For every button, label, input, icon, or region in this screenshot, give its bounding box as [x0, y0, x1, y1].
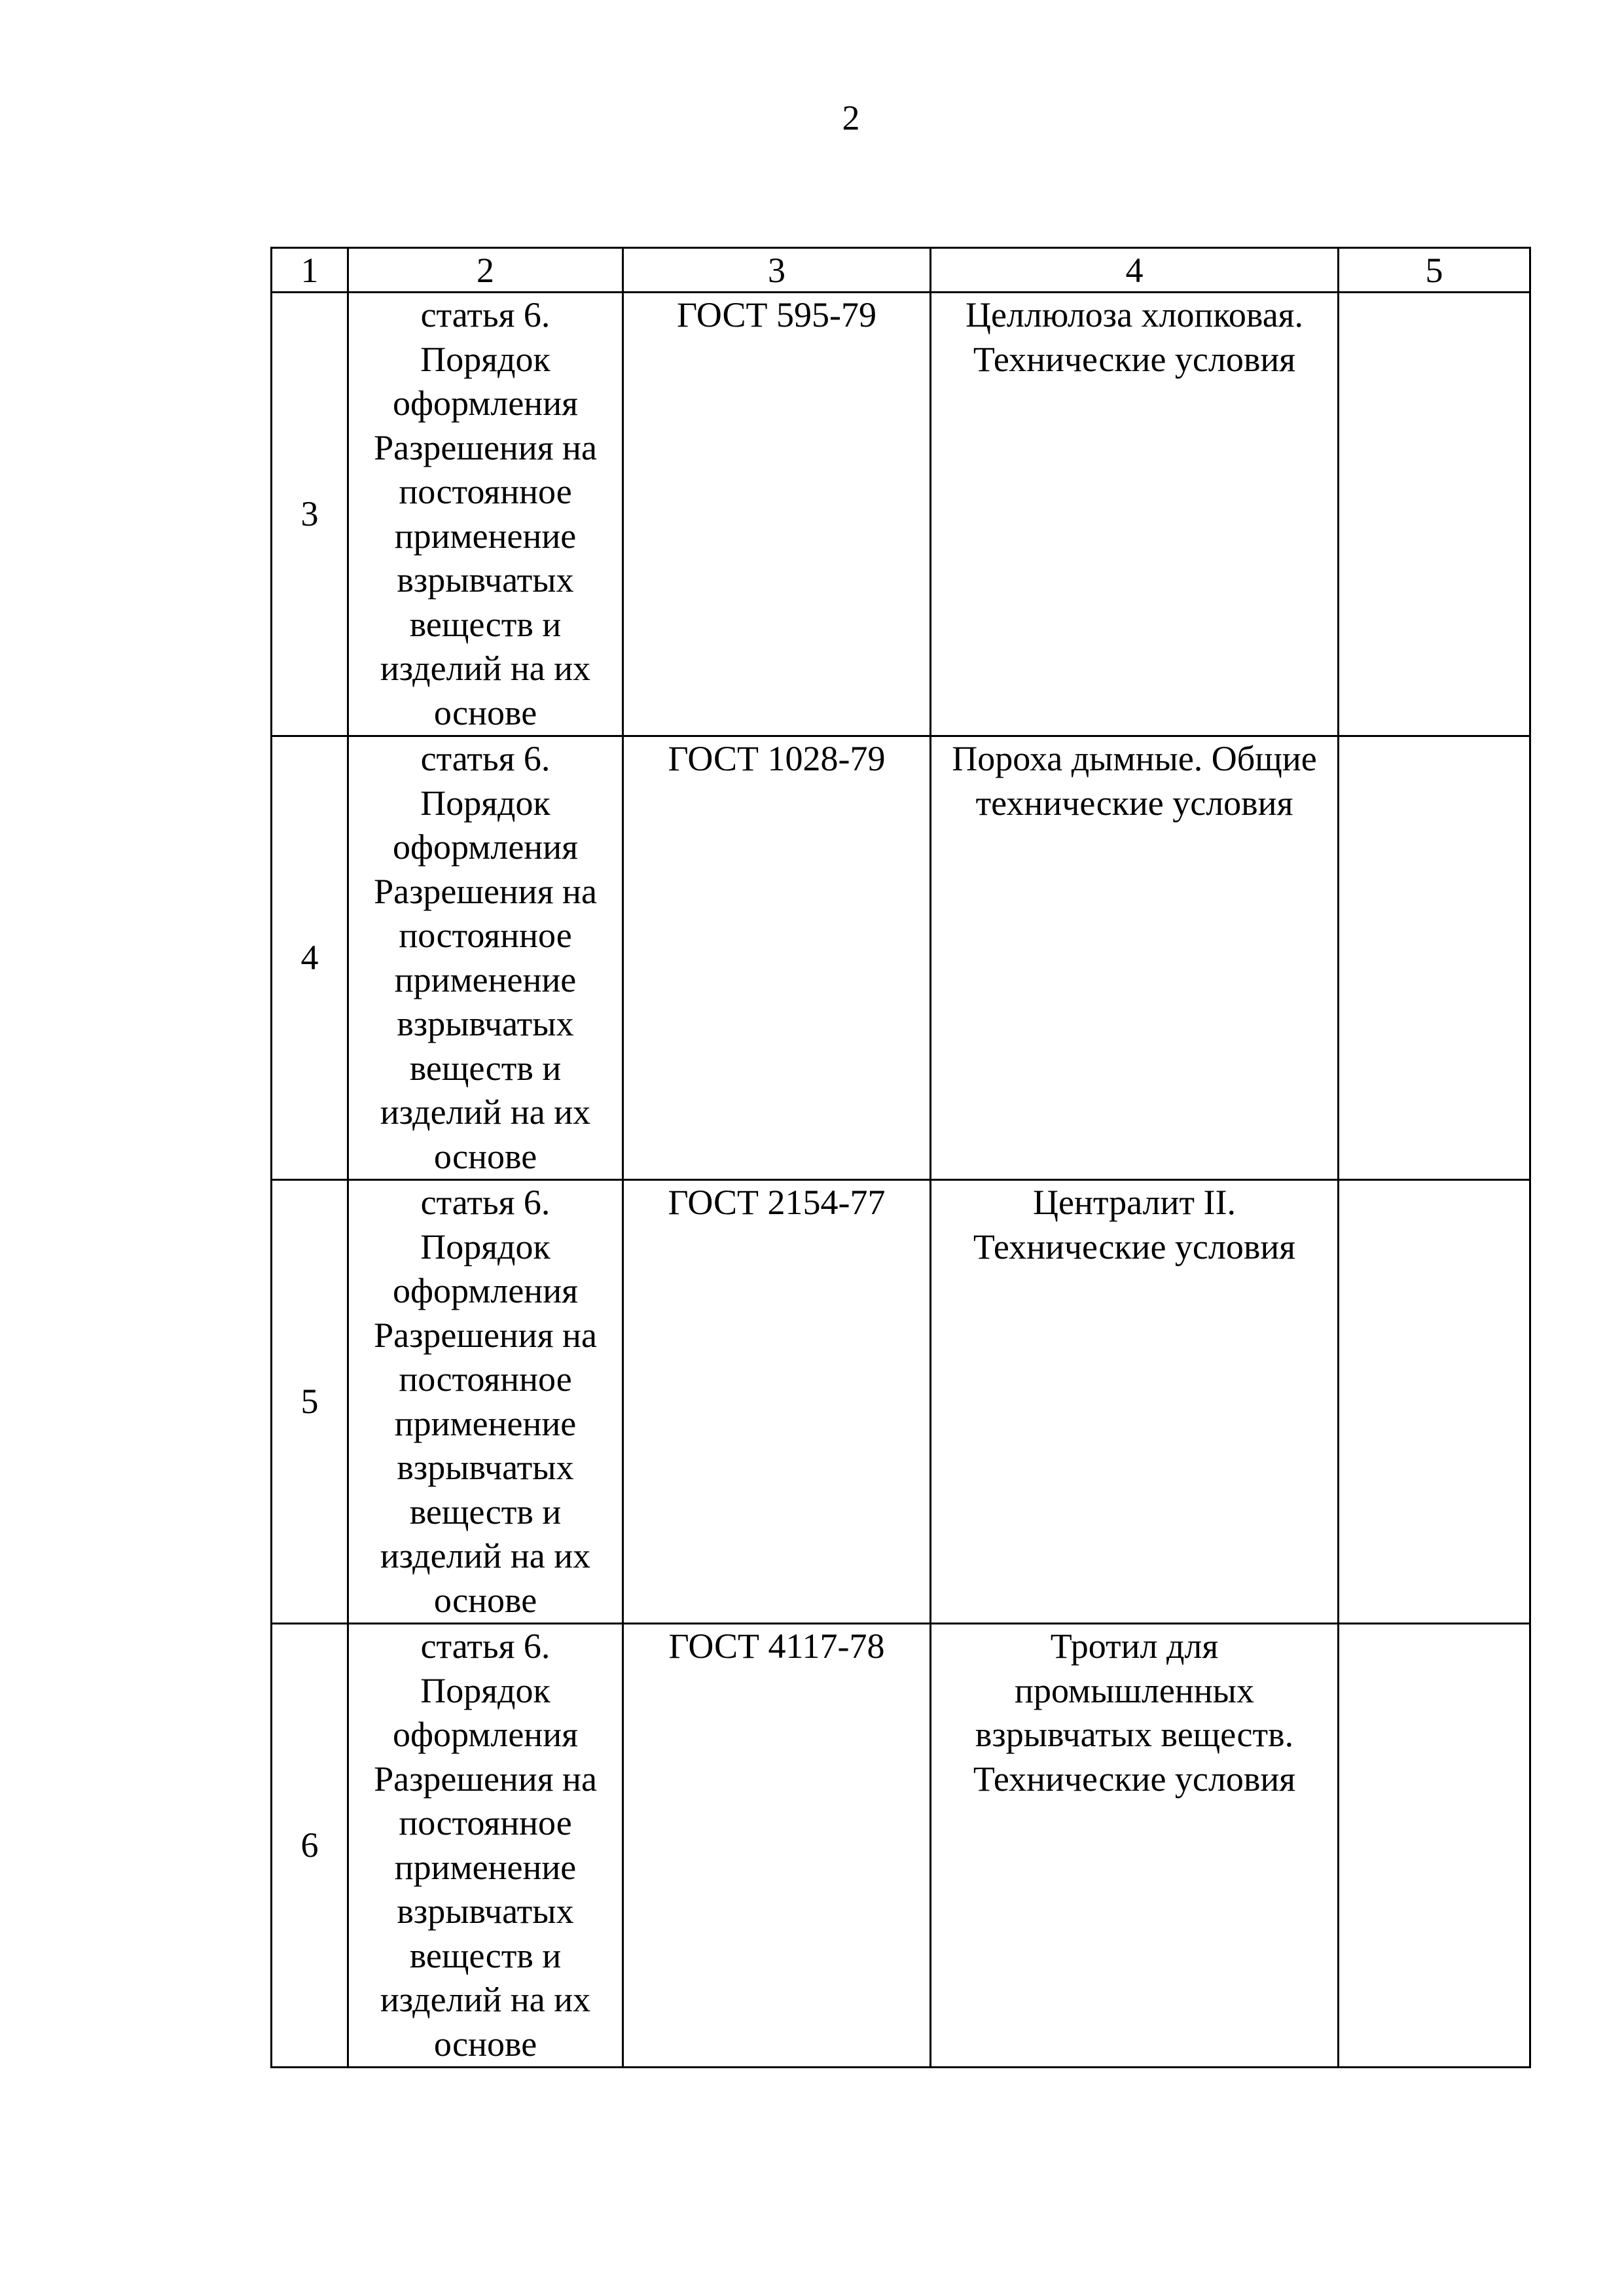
table-header-row	[272, 248, 1530, 293]
standard-text: ГОСТ 4117-78	[668, 1626, 885, 1666]
row-article	[348, 736, 623, 1180]
page-number: 2	[842, 98, 860, 137]
row-note	[1339, 736, 1530, 1180]
table-row	[272, 736, 1530, 1180]
row-note	[1339, 1624, 1530, 2068]
header-cell-5: 5	[1339, 248, 1530, 293]
row-title	[931, 1180, 1339, 1624]
table-row	[272, 293, 1530, 736]
standard-text: ГОСТ 595-79	[676, 295, 876, 334]
title-text: Тротил для промышленных взрывчатых веществ. Технические условия	[973, 1626, 1296, 1799]
article-text: статья 6. Порядок оформления Разрешения на постоянное применение взрывчатых веществ и изделий на их основе	[374, 1626, 597, 2064]
header-cell-3: 3	[623, 248, 931, 293]
row-note	[1339, 293, 1530, 736]
row-note	[1339, 1180, 1530, 1624]
row-standard	[623, 293, 931, 736]
row-number: 4	[272, 736, 348, 1180]
row-title	[931, 1624, 1339, 2068]
table-row	[272, 1180, 1530, 1624]
header-cell-2: 2	[348, 248, 623, 293]
standards-table	[270, 247, 1531, 2068]
article-text: статья 6. Порядок оформления Разрешения на постоянное применение взрывчатых веществ и изделий на их основе	[374, 295, 597, 732]
article-text: статья 6. Порядок оформления Разрешения на постоянное применение взрывчатых веществ и изделий на их основе	[374, 739, 597, 1176]
row-article	[348, 293, 623, 736]
table-row	[272, 1624, 1530, 2068]
article-text: статья 6. Порядок оформления Разрешения на постоянное применение взрывчатых веществ и изделий на их основе	[374, 1183, 597, 1620]
title-text: Централит II. Технические условия	[973, 1183, 1296, 1266]
standard-text: ГОСТ 2154-77	[668, 1183, 886, 1222]
row-number: 5	[272, 1180, 348, 1624]
row-number: 3	[272, 293, 348, 736]
standard-text: ГОСТ 1028-79	[668, 739, 886, 778]
header-cell-4: 4	[931, 248, 1339, 293]
title-text: Целлюлоза хлопковая. Технические условия	[965, 295, 1304, 379]
header-cell-1: 1	[272, 248, 348, 293]
row-article	[348, 1180, 623, 1624]
row-title	[931, 736, 1339, 1180]
row-article	[348, 1624, 623, 2068]
title-text: Пороха дымные. Общие технические условия	[952, 739, 1317, 823]
row-standard	[623, 1624, 931, 2068]
row-standard	[623, 736, 931, 1180]
row-standard	[623, 1180, 931, 1624]
row-number: 6	[272, 1624, 348, 2068]
row-title	[931, 293, 1339, 736]
